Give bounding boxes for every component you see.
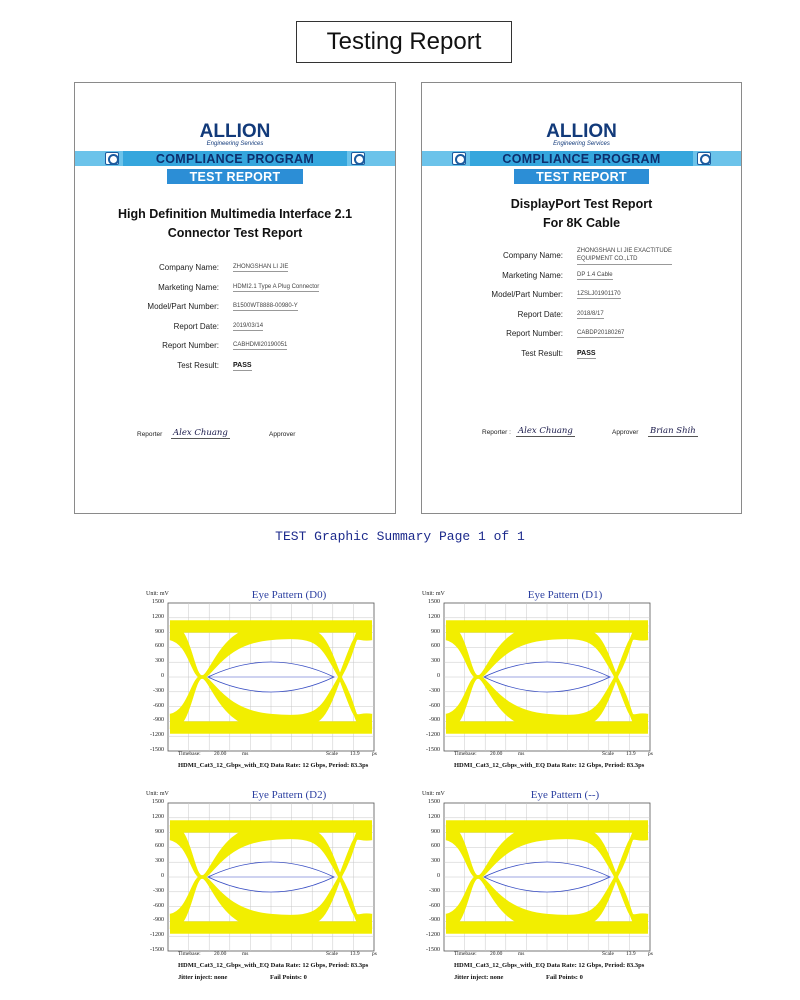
compliance-program-label: COMPLIANCE PROGRAM — [123, 151, 347, 166]
unit-label: Unit: mV — [146, 791, 169, 797]
timebase-text: 13.9 — [626, 951, 636, 957]
y-tick-label: 1200 — [152, 813, 164, 820]
magnifier-icon — [105, 152, 119, 165]
y-tick-label: 1200 — [428, 613, 440, 620]
y-tick-label: 600 — [155, 843, 164, 850]
reporter-label: Reporter : — [482, 429, 511, 436]
field-result: Test Result: PASS — [177, 360, 252, 370]
magnifier-icon — [351, 152, 365, 165]
compliance-band — [75, 151, 395, 166]
compliance-band — [422, 151, 741, 166]
timebase-text: Timebase: — [178, 751, 201, 757]
y-tick-label: 600 — [431, 643, 440, 650]
field-model: Model/Part Number: B1500WT8888-00980-Y — [147, 302, 298, 312]
y-tick-label: 600 — [431, 843, 440, 850]
reporter-label: Reporter — [137, 431, 163, 438]
eye-pattern-title: Eye Pattern (D1) — [527, 589, 603, 601]
displayport-report-cover — [421, 82, 742, 514]
timebase-text: Scale — [602, 751, 614, 757]
y-tick-label: -300 — [429, 887, 440, 894]
page-title: Testing Report — [296, 21, 512, 63]
y-tick-label: -600 — [429, 902, 440, 909]
y-tick-label: -900 — [429, 917, 440, 924]
timebase-text: ps — [648, 951, 653, 957]
unit-label: Unit: mV — [422, 791, 445, 797]
report-title-line2: Connector Test Report — [167, 226, 303, 240]
eye-pattern-extra — [414, 789, 676, 987]
reporter-signature: Alex Chuang — [173, 428, 228, 438]
timebase-text: ms — [518, 951, 525, 957]
y-tick-label: -1200 — [426, 932, 440, 939]
eye-pattern-footer: HDMI_Cat3_12_Gbps_with_EQ Data Rate: 12 Gbps, Period: 83.3ps — [454, 762, 645, 769]
timebase-text: ps — [648, 751, 653, 757]
eye-pattern-d2 — [138, 789, 400, 987]
magnifier-icon — [697, 152, 711, 165]
y-tick-label: 1200 — [428, 813, 440, 820]
timebase-text: 20.00 — [214, 751, 227, 757]
timebase-text: 20.00 — [490, 951, 503, 957]
y-tick-label: 900 — [155, 628, 164, 635]
logo-subtitle: Engineering Services — [553, 141, 610, 147]
magnifier-icon — [452, 152, 466, 165]
field-marketing: Marketing Name: DP 1.4 Cable — [502, 270, 613, 280]
timebase-text: ms — [518, 751, 525, 757]
field-number: Report Number: CABHDMI20190051 — [162, 341, 288, 351]
eye-pattern-d0 — [138, 589, 400, 787]
unit-label: Unit: mV — [146, 591, 169, 597]
field-date: Report Date: 2019/03/14 — [173, 321, 264, 331]
y-tick-label: -1200 — [150, 932, 164, 939]
y-tick-label: 300 — [155, 658, 164, 665]
timebase-text: Scale — [602, 951, 614, 957]
y-tick-label: -900 — [153, 717, 164, 724]
timebase-text: ps — [372, 751, 377, 757]
unit-label: Unit: mV — [422, 591, 445, 597]
field-date: Report Date: 2018/8/17 — [517, 309, 604, 319]
eye-pattern-title: Eye Pattern (--) — [530, 789, 600, 801]
y-tick-label: 900 — [431, 828, 440, 835]
y-tick-label: 900 — [431, 628, 440, 635]
eye-plot — [414, 789, 676, 987]
timebase-text: ms — [242, 751, 249, 757]
report-fields — [75, 263, 395, 381]
timebase-text: Scale — [326, 951, 338, 957]
y-tick-label: 300 — [431, 858, 440, 865]
approver-label: Approver — [612, 429, 639, 436]
y-tick-label: 0 — [161, 873, 164, 879]
y-tick-label: 600 — [155, 643, 164, 650]
hdmi-report-cover — [74, 82, 396, 514]
field-company: Company Name: ZHONGSHAN LI JIE — [158, 263, 289, 272]
eye-pattern-footer: HDMI_Cat3_12_Gbps_with_EQ Data Rate: 12 Gbps, Period: 83.3ps — [178, 762, 369, 769]
jitter-inject: Jitter inject: none — [178, 974, 228, 981]
fail-points: Fail Points: 0 — [546, 974, 583, 981]
y-tick-label: -1500 — [150, 947, 164, 953]
y-tick-label: -300 — [153, 887, 164, 894]
fail-points: Fail Points: 0 — [270, 974, 307, 981]
y-tick-label: -1500 — [426, 747, 440, 753]
report-title — [422, 195, 741, 233]
timebase-text: 13.9 — [350, 951, 360, 957]
eye-pattern-title: Eye Pattern (D0) — [251, 589, 327, 601]
y-tick-label: -600 — [429, 702, 440, 709]
logo-subtitle: Engineering Services — [206, 141, 264, 147]
summary-heading: TEST Graphic Summary Page 1 of 1 — [275, 529, 525, 544]
timebase-text: 20.00 — [490, 751, 503, 757]
eye-pattern-title: Eye Pattern (D2) — [251, 789, 327, 801]
y-tick-label: -900 — [153, 917, 164, 924]
y-tick-label: -1200 — [426, 732, 440, 739]
timebase-text: Timebase: — [178, 951, 201, 957]
report-title-line1: DisplayPort Test Report — [510, 197, 653, 211]
y-tick-label: -300 — [153, 687, 164, 694]
timebase-text: 13.9 — [350, 751, 360, 757]
eye-pattern-footer: HDMI_Cat3_12_Gbps_with_EQ Data Rate: 12 Gbps, Period: 83.3ps — [454, 962, 645, 969]
eye-pattern-footer: HDMI_Cat3_12_Gbps_with_EQ Data Rate: 12 Gbps, Period: 83.3ps — [178, 962, 369, 969]
timebase-text: Scale — [326, 751, 338, 757]
field-model: Model/Part Number: 1ZSLJ01901170 — [491, 290, 621, 300]
y-tick-label: 1500 — [152, 599, 164, 605]
y-tick-label: 0 — [161, 673, 164, 679]
eye-plot — [138, 789, 400, 987]
field-marketing: Marketing Name: HDMI2.1 Type A Plug Connector — [158, 282, 320, 292]
eye-plot — [414, 589, 676, 787]
y-tick-label: 300 — [431, 658, 440, 665]
y-tick-label: -600 — [153, 902, 164, 909]
y-tick-label: -1200 — [150, 732, 164, 739]
y-tick-label: -300 — [429, 687, 440, 694]
report-title-line1: High Definition Multimedia Interface 2.1 — [117, 207, 353, 221]
field-company: Company Name: ZHONGSHAN LI JIE EXACTITUDE EQUIPMENT CO.,LTD — [422, 251, 741, 271]
y-tick-label: 900 — [155, 828, 164, 835]
compliance-program-label: COMPLIANCE PROGRAM — [470, 151, 693, 166]
report-fields — [422, 248, 741, 369]
jitter-inject: Jitter inject: none — [454, 974, 504, 981]
field-result: Test Result: PASS — [521, 348, 596, 358]
eye-plot — [138, 589, 400, 787]
eye-pattern-d1 — [414, 589, 676, 787]
timebase-text: ms — [242, 951, 249, 957]
y-tick-label: -600 — [153, 702, 164, 709]
test-report-label: TEST REPORT — [167, 169, 303, 184]
timebase-text: ps — [372, 951, 377, 957]
report-title — [75, 205, 395, 243]
y-tick-label: 1500 — [428, 599, 440, 605]
approver-signature: Brian Shih — [650, 426, 696, 436]
reporter-signature: Alex Chuang — [518, 426, 573, 436]
y-tick-label: -1500 — [426, 947, 440, 953]
approver-label: Approver — [269, 431, 296, 438]
allion-logo: ALLION — [546, 121, 617, 142]
timebase-text: 13.9 — [626, 751, 636, 757]
y-tick-label: 0 — [437, 873, 440, 879]
y-tick-label: 1200 — [152, 613, 164, 620]
report-title-line2: For 8K Cable — [542, 216, 621, 230]
y-tick-label: -1500 — [150, 747, 164, 753]
timebase-text: 20.00 — [214, 951, 227, 957]
y-tick-label: 1500 — [152, 799, 164, 805]
y-tick-label: -900 — [429, 717, 440, 724]
timebase-text: Timebase: — [454, 751, 477, 757]
timebase-text: Timebase: — [454, 951, 477, 957]
y-tick-label: 0 — [437, 673, 440, 679]
y-tick-label: 300 — [155, 858, 164, 865]
test-report-label: TEST REPORT — [514, 169, 649, 184]
allion-logo: ALLION — [199, 121, 271, 142]
field-number: Report Number: CABDP20180267 — [506, 329, 625, 339]
y-tick-label: 1500 — [428, 799, 440, 805]
